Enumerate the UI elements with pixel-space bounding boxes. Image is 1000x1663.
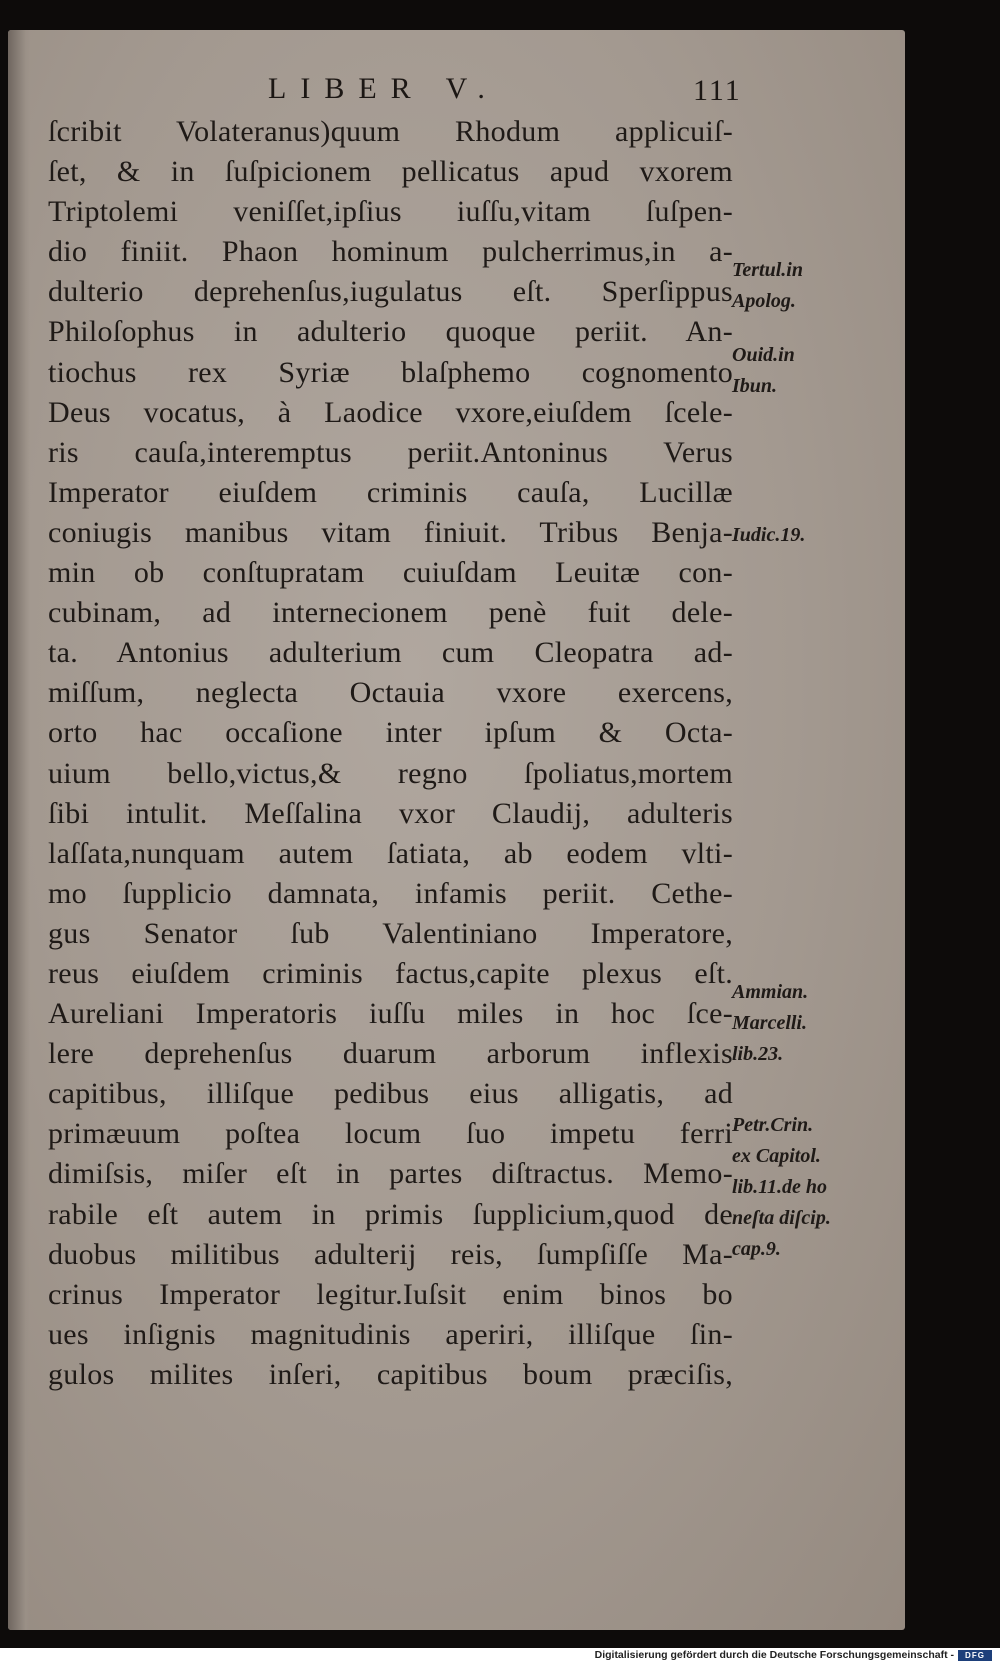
footer-bar (0, 1648, 1000, 1663)
text-line: ues inſignis magnitudinis aperiri, illiſque ſin- (48, 1317, 733, 1351)
marginal-note-line: Ouid.in (732, 344, 795, 366)
marginal-note-line: Ibun. (732, 375, 778, 397)
text-line: miſſum, neglecta Octauia vxore exercens, (48, 676, 733, 710)
text-line: orto hac occaſione inter ipſum & Octa- (48, 716, 733, 750)
marginal-note-line: Marcelli. (732, 1012, 807, 1034)
text-line: Imperator eiuſdem criminis cauſa, Lucillæ (48, 475, 733, 509)
funding-credit: Digitalisierung gefördert durch die Deutsche Forschungsgemeinschaft - (594, 1649, 954, 1661)
marginal-note-line: Ammian. (732, 981, 809, 1003)
text-line: min ob conſtupratam cuiuſdam Leuitæ con- (48, 556, 733, 590)
text-line: ſet, & in ſuſpicionem pellicatus apud vxorem (48, 155, 733, 189)
marginal-note-line: Iudic.19. (732, 524, 806, 546)
text-line: uium bello,victus,& regno ſpoliatus,mortem (48, 756, 733, 790)
book-page (8, 30, 905, 1630)
marginal-note-line: Petr.Crin. (732, 1114, 814, 1136)
marginal-notes (8, 30, 905, 1630)
text-line: ſibi intulit. Meſſalina vxor Claudij, adulteris (48, 796, 733, 830)
text-line: gus Senator ſub Valentiniano Imperatore, (48, 916, 733, 950)
text-line: crinus Imperator legitur.Iuſsit enim binos bo (48, 1277, 733, 1311)
marginal-note-line: Tertul.in (732, 259, 803, 281)
marginal-note-line: cap.9. (732, 1238, 781, 1260)
text-line: mo ſupplicio damnata, infamis periit. Cethe- (48, 876, 733, 910)
marginal-note (732, 255, 803, 317)
marginal-note-line: Apolog. (732, 290, 796, 312)
text-line: duobus militibus adulterij reis, ſumpſiſſe Ma- (48, 1237, 733, 1271)
text-line: coniugis manibus vitam finiuit. Tribus Benja- (48, 515, 733, 549)
text-line: cubinam, ad internecionem penè fuit dele- (48, 596, 733, 630)
running-title: LIBER V. (268, 72, 499, 105)
text-line: Triptolemi veniſſet,ipſius iuſſu,vitam ſuſpen- (48, 195, 733, 229)
marginal-note (732, 520, 805, 551)
text-line: dio finiit. Phaon hominum pulcherrimus,in a- (48, 235, 733, 269)
text-line: ta. Antonius adulterium cum Cleopatra ad- (48, 636, 733, 670)
text-line: Aureliani Imperatoris iuſſu miles in hoc ſce- (48, 997, 733, 1031)
text-line: dimiſsis, miſer eſt in partes diſtractus. Memo- (48, 1157, 733, 1191)
text-line: reus eiuſdem criminis factus,capite plexus eſt. (48, 956, 733, 990)
marginal-note-line: neſta diſcip. (732, 1207, 831, 1229)
text-line: Deus vocatus, à Laodice vxore,eiuſdem ſcele- (48, 395, 733, 429)
marginal-note (732, 977, 808, 1070)
text-line: primæuum poſtea locum ſuo impetu ferri (48, 1117, 733, 1151)
text-line: rabile eſt autem in primis ſupplicium,quod de (48, 1197, 733, 1231)
text-line: ſcribit Volateranus)quum Rhodum applicuiſ- (48, 115, 733, 148)
text-line: Philoſophus in adulterio quoque periit. An- (48, 315, 733, 349)
marginal-note-line: lib.23. (732, 1043, 784, 1065)
text-line: dulterio deprehenſus,iugulatus eſt. Sperſippus (48, 275, 733, 309)
text-line: lere deprehenſus duarum arborum inflexis (48, 1037, 733, 1071)
marginal-note (732, 340, 795, 402)
text-line: gulos milites inſeri, capitibus boum præciſis, (48, 1357, 733, 1391)
marginal-note-line: ex Capitol. (732, 1145, 821, 1167)
text-line: laſſata,nunquam autem ſatiata, ab eodem vlti- (48, 836, 733, 870)
dfg-logo: DFG (958, 1650, 992, 1661)
text-line: ris cauſa,interemptus periit.Antoninus Verus (48, 435, 733, 469)
marginal-note-line: lib.11.de ho (732, 1176, 828, 1198)
text-line: capitibus, illiſque pedibus eius alligatis, ad (48, 1077, 733, 1111)
folio-number: 111 (693, 74, 742, 107)
marginal-note (732, 1110, 831, 1265)
text-line: tiochus rex Syriæ blaſphemo cognomento (48, 355, 733, 389)
